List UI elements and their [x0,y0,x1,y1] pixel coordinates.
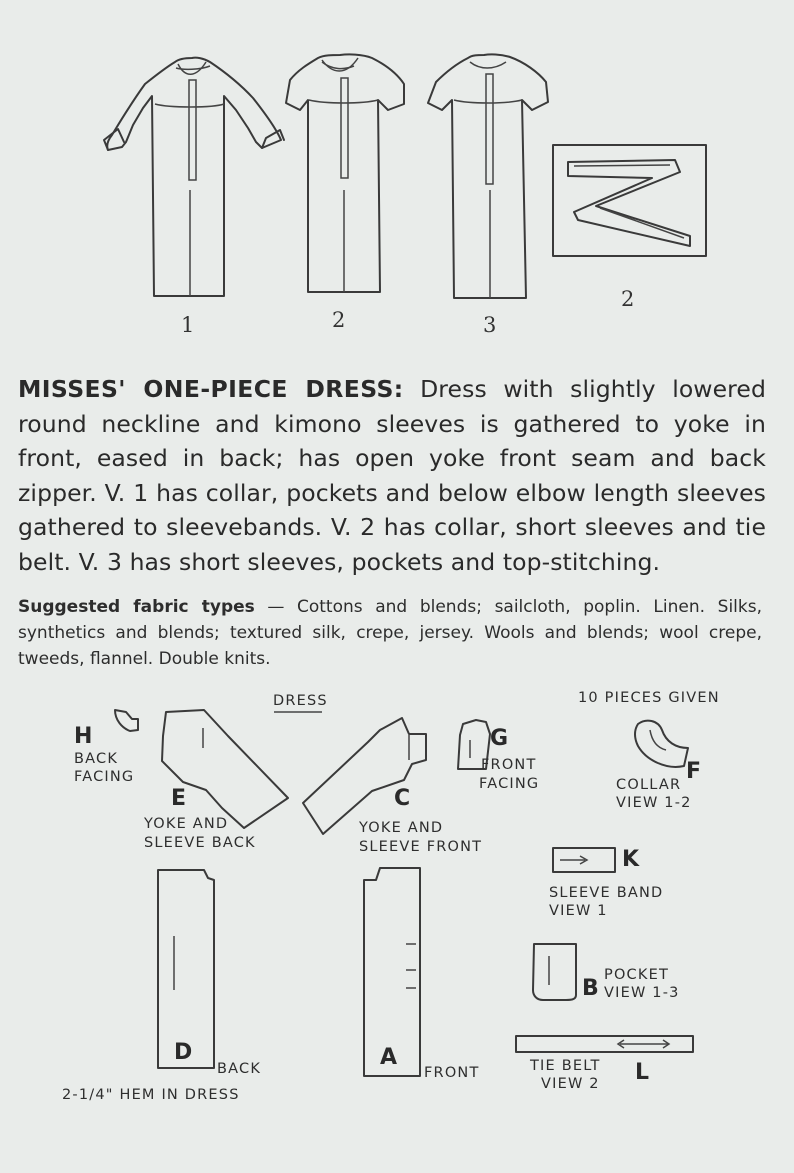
piece-b-label-2: VIEW 1-3 [604,985,680,1001]
piece-d-label: BACK [217,1061,262,1077]
piece-k-label-2: VIEW 1 [549,903,608,919]
piece-h-shape [115,710,138,731]
piece-e-label-1: YOKE AND [144,816,229,832]
dress-view-1-drawing [104,58,284,296]
piece-d-shape [158,870,214,1068]
piece-k-letter: K [622,847,640,872]
piece-g-label-2: FACING [479,776,540,792]
tie-belt-drawing [553,145,706,256]
piece-l-letter: L [635,1060,650,1085]
dress-description [18,372,766,579]
piece-f-shape [635,721,688,767]
dress-view-2-drawing [286,54,404,292]
piece-e-label-2: SLEEVE BACK [144,835,256,851]
piece-l-shape [516,1036,693,1052]
piece-k-label-1: SLEEVE BAND [549,885,664,901]
piece-f-letter: F [686,759,702,784]
piece-a-label: FRONT [424,1065,480,1081]
piece-d-letter: D [174,1040,193,1065]
piece-e-letter: E [171,786,187,811]
piece-b-letter: B [582,976,599,1001]
piece-b-shape [533,944,576,1000]
piece-b-label-1: POCKET [604,967,670,983]
description-body: Dress with slightly lowered round neckline and kimono sleeves is gathered to yoke in front, eased in back; has open yoke front seam and back zipper. V. 1 has collar, pockets and below elbow length sleeves gathered to sleevebands. V. 2 has collar, short sleeves and tie belt. V. 3 has short sleeves, pockets and top-stitching. [18,375,766,576]
fabric-body: — Cottons and blends; sailcloth, poplin. Linen. Silks, synthetics and blends; textured silk, crepe, jersey. Wools and blends; wool crepe, tweeds, flannel. Double knits. [18,597,762,669]
piece-f-label-1: COLLAR [616,777,682,793]
piece-h-label-1: BACK [74,751,119,767]
pieces-given-label: 10 PIECES GIVEN [578,690,720,706]
hem-note: 2-1/4" HEM IN DRESS [62,1087,240,1103]
view-number-3: 3 [483,313,497,337]
piece-h-label-2: FACING [74,769,135,785]
piece-g-letter: G [490,726,509,751]
piece-l-label-1: TIE BELT [530,1058,601,1074]
belt-view-number: 2 [621,287,635,311]
piece-k-shape [553,848,615,872]
piece-g-label-1: FRONT [481,757,537,773]
dress-heading: DRESS [273,693,328,709]
fabric-heading: Suggested fabric types [18,597,255,617]
dress-view-3-drawing [428,54,548,298]
piece-f-label-2: VIEW 1-2 [616,795,692,811]
piece-a-letter: A [380,1045,398,1070]
piece-h-letter: H [74,724,93,749]
view-number-1: 1 [181,313,195,337]
piece-c-shape [303,718,426,834]
piece-l-label-2: VIEW 2 [541,1076,600,1092]
description-heading: MISSES' ONE-PIECE DRESS: [18,375,404,403]
piece-c-letter: C [394,786,411,811]
view-number-2: 2 [332,308,346,332]
fabric-suggestions [18,594,762,672]
piece-c-label-1: YOKE AND [359,820,444,836]
piece-c-label-2: SLEEVE FRONT [359,839,483,855]
